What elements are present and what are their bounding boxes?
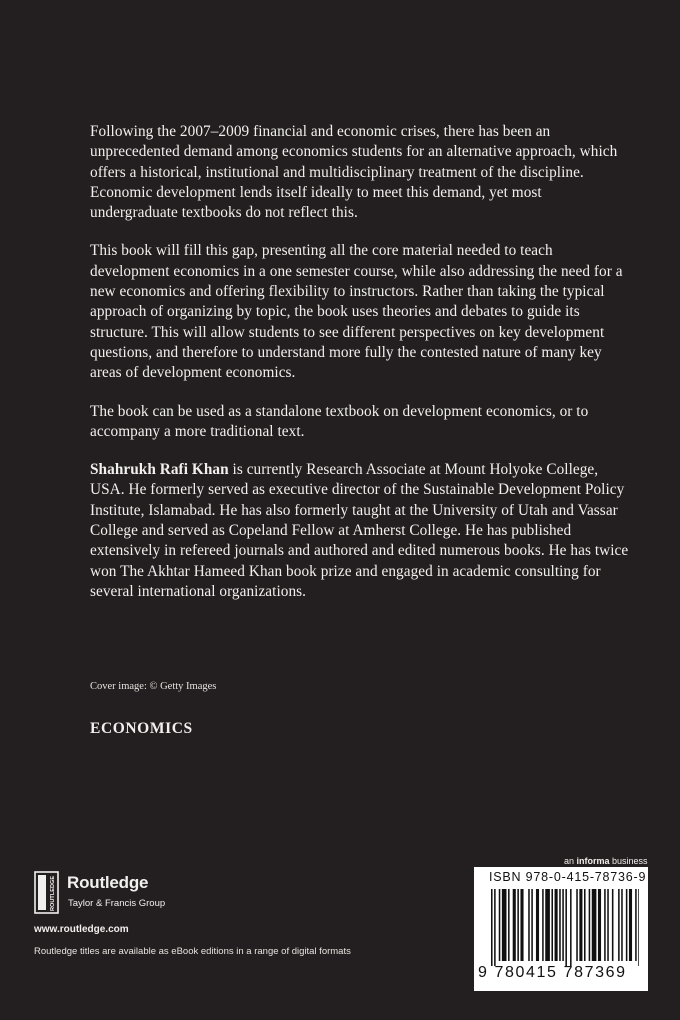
barcode-bar — [562, 889, 564, 961]
barcode-bar — [579, 889, 582, 961]
barcode-bars — [489, 889, 639, 966]
blurb-paragraph-1: Following the 2007–2009 financial and economic crises, there has been an unprecedented demand among economics students for an alternative approach, which offers a historical, institutional and multidisciplinary treatment of the discipline. Economic development lends itself ideally to meet this demand, yet most undergraduate textbooks do not reflect this. — [90, 123, 618, 222]
barcode-bar — [491, 889, 493, 966]
blurb-paragraph-2: This book will fill this gap, presenting all the core material needed to teach development economics in a one semester course, while also addressing the need for a new economics and offering flexibility to instructors. Rather than taking the typical approach of organizing by topic, the book uses theories and debates to guide its structure. This will allow students to see different perspectives on key development questions, and therefore to understand more fully the contested nature of many key areas of development economics. — [90, 242, 623, 382]
publisher-name: Routledge — [67, 873, 149, 892]
barcode-bar — [635, 889, 637, 961]
barcode-bar — [545, 889, 550, 961]
isbn-barcode — [474, 867, 648, 991]
informa-suffix: business — [609, 856, 648, 866]
informa-prefix: an — [564, 856, 577, 866]
barcode-bar — [528, 889, 530, 961]
publisher-group: Taylor & Francis Group — [68, 898, 166, 909]
logo-mark-text: ROUTLEDGE — [50, 875, 56, 911]
barcode-bar — [517, 889, 519, 961]
barcode-bar — [584, 889, 586, 961]
barcode-bar — [555, 889, 558, 961]
cover-image-credit: Cover image: © Getty Images — [90, 681, 217, 692]
barcode-bar — [502, 889, 507, 961]
barcode-bar — [626, 889, 628, 961]
barcode-bar — [542, 889, 544, 961]
barcode-bar — [520, 889, 523, 961]
barcode-bar — [598, 889, 601, 961]
barcode-bar — [508, 889, 510, 961]
informa-tagline — [564, 856, 648, 866]
author-name: Shahrukh Rafi Khan — [90, 461, 229, 479]
barcode-bar — [536, 889, 539, 961]
subject-category: ECONOMICS — [90, 720, 193, 737]
barcode-bar — [576, 889, 578, 961]
barcode-bar — [612, 889, 614, 961]
publisher-website-link[interactable]: www.routledge.com — [34, 924, 129, 935]
barcode-bar — [499, 889, 501, 961]
barcode-bar — [565, 889, 567, 966]
ebook-availability-note: Routledge titles are available as eBook editions in a range of digital formats — [34, 946, 351, 957]
barcode-bar — [570, 889, 572, 966]
isbn-label: ISBN 978-0-415-78736-9 — [489, 870, 647, 884]
author-bio — [90, 460, 630, 602]
barcode-bar — [513, 889, 516, 961]
barcode-bar — [551, 889, 553, 961]
barcode-bar — [531, 889, 533, 961]
barcode-bar — [559, 889, 561, 961]
barcode-bar — [589, 889, 591, 961]
routledge-logo — [34, 871, 234, 919]
back-cover-blurb — [90, 122, 630, 620]
barcode-bar — [592, 889, 597, 961]
author-bio-text: is currently Research Associate at Mount Holyoke College, USA. He formerly served as executive director of the Sustainable Development Policy Institute, Islamabad. He has also formerly taught at the University of Utah and Vassar College and served as Copeland Fellow at Amherst College. He has published extensively in refereed journals and authored and edited numerous books. He has twice won The Akhtar Hameed Khan book prize and engaged in academic consulting for several international organizations. — [90, 461, 629, 600]
barcode-bar — [638, 889, 639, 966]
barcode-bar — [607, 889, 609, 961]
barcode-bar — [494, 889, 496, 966]
barcode-digits: 9 780415 787369 — [478, 964, 627, 981]
blurb-paragraph-3: The book can be used as a standalone textbook on development economics, or to accompany a more traditional text. — [90, 402, 589, 440]
barcode-bar — [604, 889, 606, 961]
barcode-bar — [618, 889, 620, 961]
routledge-logo-mark-icon — [34, 871, 59, 914]
barcode-bar — [629, 889, 632, 961]
barcode-bar — [621, 889, 623, 961]
informa-brand: informa — [576, 856, 610, 866]
